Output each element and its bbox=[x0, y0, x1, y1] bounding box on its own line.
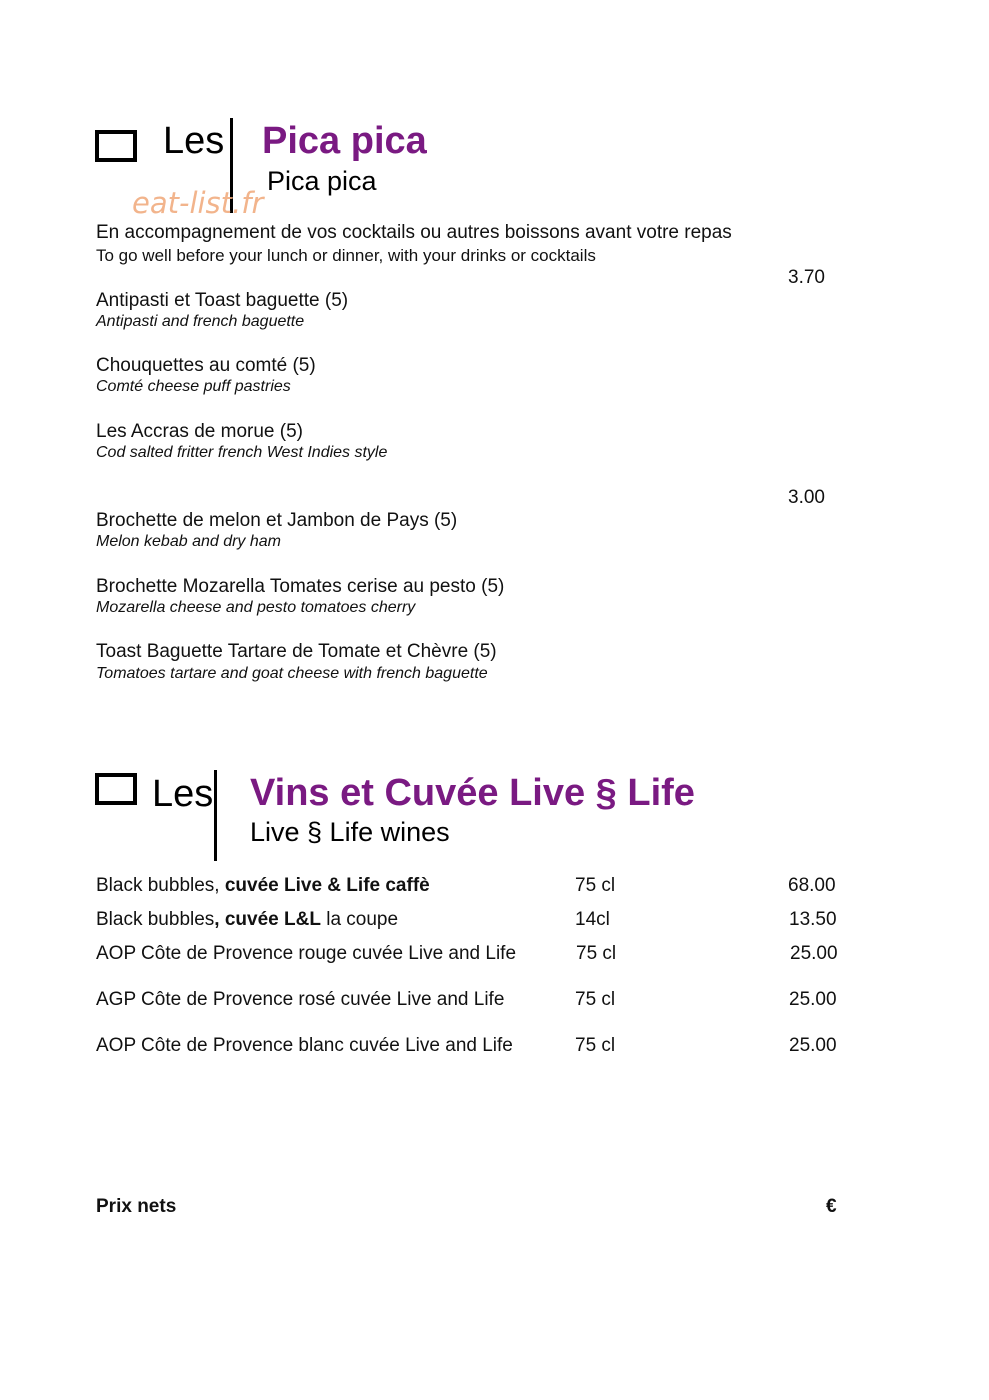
wine-name: Black bubbles, cuvée L&L la coupe bbox=[96, 909, 399, 930]
footer-currency: € bbox=[826, 1196, 837, 1217]
item-name: Toast Baguette Tartare de Tomate et Chèvre (5) bbox=[96, 641, 497, 662]
wine-volume: 14cl bbox=[575, 909, 610, 930]
wine-name: Black bubbles, cuvée Live & Life caffè bbox=[96, 875, 430, 896]
intro-english: To go well before your lunch or dinner, with your drinks or cocktails bbox=[96, 246, 596, 265]
item-name: Chouquettes au comté (5) bbox=[96, 355, 316, 376]
item-description: Tomatoes tartare and goat cheese with french baguette bbox=[96, 665, 488, 682]
wine-name: AGP Côte de Provence rosé cuvée Live and Life bbox=[96, 989, 505, 1010]
group-price: 3.70 bbox=[788, 267, 825, 288]
item-description: Antipasti and french baguette bbox=[96, 313, 305, 330]
section-subtitle: Live § Life wines bbox=[250, 817, 450, 847]
item-description: Melon kebab and dry ham bbox=[96, 533, 281, 550]
section-prefix: Les bbox=[152, 773, 214, 815]
wine-price: 25.00 bbox=[790, 943, 838, 964]
item-name: Antipasti et Toast baguette (5) bbox=[96, 290, 349, 311]
header-divider bbox=[214, 770, 217, 861]
section-prefix: Les bbox=[163, 120, 225, 162]
wine-name: AOP Côte de Provence rouge cuvée Live and Life bbox=[96, 943, 517, 964]
footer-net-prices: Prix nets bbox=[96, 1196, 177, 1217]
section-title: Pica pica bbox=[262, 120, 427, 162]
item-description: Comté cheese puff pastries bbox=[96, 378, 291, 395]
section-title: Vins et Cuvée Live § Life bbox=[250, 772, 695, 814]
wine-volume: 75 cl bbox=[575, 1035, 616, 1056]
wine-name: AOP Côte de Provence blanc cuvée Live and Life bbox=[96, 1035, 513, 1056]
wine-price: 25.00 bbox=[789, 989, 837, 1010]
checkbox-square-icon bbox=[95, 773, 137, 805]
group-price: 3.00 bbox=[788, 487, 825, 508]
item-name: Brochette Mozarella Tomates cerise au pesto (5) bbox=[96, 576, 505, 597]
item-description: Cod salted fritter french West Indies style bbox=[96, 444, 388, 461]
intro-french: En accompagnement de vos cocktails ou autres boissons avant votre repas bbox=[96, 222, 732, 243]
wine-price: 68.00 bbox=[788, 875, 836, 896]
wine-volume: 75 cl bbox=[576, 943, 617, 964]
item-description: Mozarella cheese and pesto tomatoes cherry bbox=[96, 599, 416, 616]
wine-price: 25.00 bbox=[789, 1035, 837, 1056]
watermark: eat-list.fr bbox=[132, 186, 264, 220]
section-subtitle: Pica pica bbox=[267, 166, 377, 196]
wine-volume: 75 cl bbox=[575, 989, 616, 1010]
checkbox-square-icon bbox=[95, 130, 137, 162]
wine-volume: 75 cl bbox=[575, 875, 616, 896]
wine-price: 13.50 bbox=[789, 909, 837, 930]
item-name: Brochette de melon et Jambon de Pays (5) bbox=[96, 510, 458, 531]
item-name: Les Accras de morue (5) bbox=[96, 421, 303, 442]
